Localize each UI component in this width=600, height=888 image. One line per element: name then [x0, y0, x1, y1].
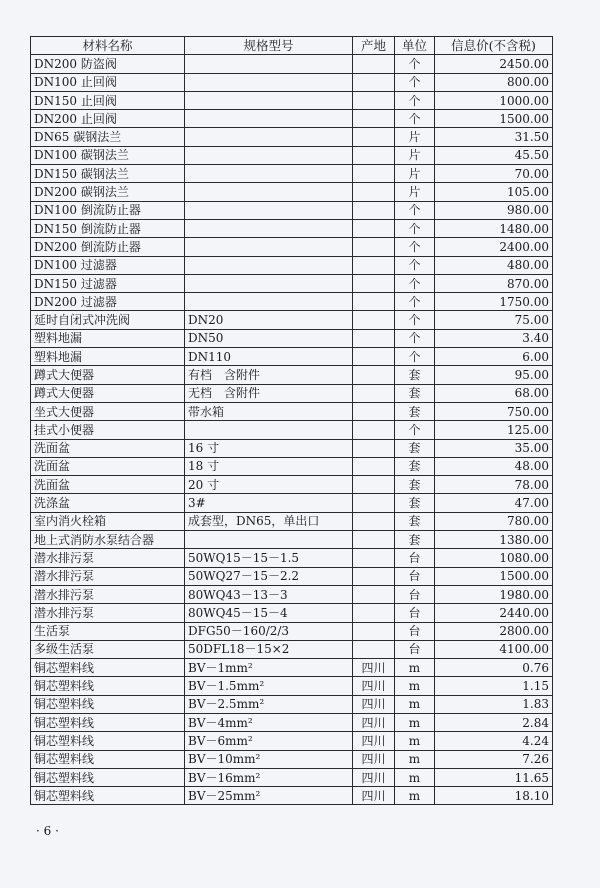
- cell-unit: m: [395, 787, 435, 805]
- cell-origin: [353, 219, 395, 237]
- cell-name: 潜水排污泵: [31, 549, 185, 567]
- cell-name: DN150 止回阀: [31, 91, 185, 109]
- cell-name: 洗面盆: [31, 457, 185, 475]
- cell-spec: 20 寸: [185, 476, 353, 494]
- cell-origin: 四川: [353, 732, 395, 750]
- table-row: [31, 549, 553, 567]
- cell-price: 4100.00: [435, 640, 553, 658]
- cell-spec: DN20: [185, 311, 353, 329]
- cell-spec: BV－10mm²: [185, 750, 353, 768]
- cell-unit: m: [395, 732, 435, 750]
- header-material-name: 材料名称: [31, 37, 185, 55]
- cell-price: 780.00: [435, 512, 553, 530]
- cell-price: 870.00: [435, 274, 553, 292]
- cell-spec: [185, 531, 353, 549]
- table-row: [31, 512, 553, 530]
- cell-origin: [353, 73, 395, 91]
- cell-price: 45.50: [435, 146, 553, 164]
- cell-spec: 有档 含附件: [185, 366, 353, 384]
- cell-spec: 带水箱: [185, 402, 353, 420]
- price-table: [30, 36, 553, 805]
- table-row: [31, 732, 553, 750]
- cell-name: DN200 倒流防止器: [31, 238, 185, 256]
- cell-origin: [353, 183, 395, 201]
- cell-spec: BV－1mm²: [185, 659, 353, 677]
- table-row: [31, 659, 553, 677]
- table-row: [31, 55, 553, 73]
- cell-unit: 台: [395, 604, 435, 622]
- cell-unit: 片: [395, 146, 435, 164]
- table-row: [31, 329, 553, 347]
- cell-price: 750.00: [435, 402, 553, 420]
- table-row: [31, 274, 553, 292]
- cell-unit: 个: [395, 91, 435, 109]
- cell-origin: [353, 329, 395, 347]
- cell-name: 塑料地漏: [31, 329, 185, 347]
- header-info-price: 信息价(不含税): [435, 37, 553, 55]
- cell-name: 室内消火栓箱: [31, 512, 185, 530]
- cell-unit: 台: [395, 567, 435, 585]
- cell-name: 铜芯塑料线: [31, 732, 185, 750]
- cell-name: 蹲式大便器: [31, 384, 185, 402]
- cell-origin: [353, 604, 395, 622]
- cell-origin: [353, 274, 395, 292]
- cell-price: 70.00: [435, 165, 553, 183]
- cell-origin: [353, 311, 395, 329]
- cell-unit: 套: [395, 494, 435, 512]
- cell-name: DN200 止回阀: [31, 110, 185, 128]
- cell-price: 1.15: [435, 677, 553, 695]
- cell-unit: 个: [395, 274, 435, 292]
- cell-name: 地上式消防水泵结合器: [31, 531, 185, 549]
- cell-unit: 个: [395, 55, 435, 73]
- cell-unit: 片: [395, 128, 435, 146]
- cell-spec: [185, 91, 353, 109]
- table-row: [31, 439, 553, 457]
- table-row: [31, 183, 553, 201]
- cell-unit: 个: [395, 219, 435, 237]
- cell-spec: DN50: [185, 329, 353, 347]
- cell-origin: [353, 165, 395, 183]
- cell-name: 铜芯塑料线: [31, 768, 185, 786]
- cell-spec: 无档 含附件: [185, 384, 353, 402]
- cell-origin: [353, 55, 395, 73]
- cell-spec: BV－16mm²: [185, 768, 353, 786]
- header-origin: 产地: [353, 37, 395, 55]
- cell-name: 多级生活泵: [31, 640, 185, 658]
- cell-spec: [185, 110, 353, 128]
- cell-price: 48.00: [435, 457, 553, 475]
- cell-origin: [353, 512, 395, 530]
- cell-price: 95.00: [435, 366, 553, 384]
- cell-price: 3.40: [435, 329, 553, 347]
- cell-unit: 套: [395, 366, 435, 384]
- cell-price: 47.00: [435, 494, 553, 512]
- table-row: [31, 201, 553, 219]
- table-row: [31, 585, 553, 603]
- cell-origin: [353, 421, 395, 439]
- cell-price: 2.84: [435, 713, 553, 731]
- cell-unit: 套: [395, 384, 435, 402]
- cell-price: 35.00: [435, 439, 553, 457]
- cell-origin: [353, 91, 395, 109]
- cell-origin: [353, 567, 395, 585]
- cell-origin: [353, 238, 395, 256]
- cell-name: 生活泵: [31, 622, 185, 640]
- cell-origin: 四川: [353, 695, 395, 713]
- table-row: [31, 165, 553, 183]
- cell-price: 2400.00: [435, 238, 553, 256]
- cell-spec: [185, 256, 353, 274]
- cell-origin: [353, 622, 395, 640]
- cell-unit: 个: [395, 348, 435, 366]
- cell-origin: [353, 439, 395, 457]
- page-number: · 6 ·: [36, 824, 59, 838]
- cell-name: 坐式大便器: [31, 402, 185, 420]
- cell-spec: BV－6mm²: [185, 732, 353, 750]
- cell-origin: [353, 146, 395, 164]
- cell-origin: [353, 348, 395, 366]
- table-row: [31, 622, 553, 640]
- cell-unit: 个: [395, 421, 435, 439]
- cell-unit: 个: [395, 73, 435, 91]
- cell-spec: 80WQ43－13－3: [185, 585, 353, 603]
- cell-name: 铜芯塑料线: [31, 787, 185, 805]
- cell-price: 11.65: [435, 768, 553, 786]
- cell-unit: 台: [395, 549, 435, 567]
- header-unit: 单位: [395, 37, 435, 55]
- cell-name: 铜芯塑料线: [31, 659, 185, 677]
- cell-name: DN150 过滤器: [31, 274, 185, 292]
- table-row: [31, 311, 553, 329]
- cell-price: 1500.00: [435, 567, 553, 585]
- cell-origin: 四川: [353, 677, 395, 695]
- cell-origin: [353, 201, 395, 219]
- cell-origin: [353, 585, 395, 603]
- cell-spec: [185, 201, 353, 219]
- cell-price: 1000.00: [435, 91, 553, 109]
- cell-name: DN100 止回阀: [31, 73, 185, 91]
- table-row: [31, 91, 553, 109]
- cell-spec: [185, 73, 353, 91]
- cell-origin: [353, 128, 395, 146]
- cell-unit: 个: [395, 293, 435, 311]
- cell-unit: 台: [395, 585, 435, 603]
- cell-name: 铜芯塑料线: [31, 750, 185, 768]
- cell-origin: [353, 549, 395, 567]
- cell-origin: [353, 384, 395, 402]
- cell-origin: [353, 494, 395, 512]
- table-row: [31, 476, 553, 494]
- table-row: [31, 494, 553, 512]
- cell-origin: 四川: [353, 787, 395, 805]
- cell-unit: m: [395, 750, 435, 768]
- cell-price: 18.10: [435, 787, 553, 805]
- cell-spec: BV－1.5mm²: [185, 677, 353, 695]
- table-row: [31, 768, 553, 786]
- cell-name: 塑料地漏: [31, 348, 185, 366]
- table-row: [31, 604, 553, 622]
- cell-unit: 套: [395, 457, 435, 475]
- cell-spec: [185, 293, 353, 311]
- table-row: [31, 73, 553, 91]
- cell-price: 800.00: [435, 73, 553, 91]
- cell-spec: DFG50－160/2/3: [185, 622, 353, 640]
- table-row: [31, 750, 553, 768]
- table-row: [31, 567, 553, 585]
- cell-price: 0.76: [435, 659, 553, 677]
- table-body: [31, 55, 553, 805]
- table-row: [31, 713, 553, 731]
- cell-name: DN150 碳钢法兰: [31, 165, 185, 183]
- cell-spec: [185, 421, 353, 439]
- table-row: [31, 457, 553, 475]
- cell-unit: 片: [395, 183, 435, 201]
- cell-unit: m: [395, 768, 435, 786]
- cell-spec: 3#: [185, 494, 353, 512]
- table-row: [31, 695, 553, 713]
- cell-unit: m: [395, 695, 435, 713]
- cell-unit: m: [395, 659, 435, 677]
- cell-spec: [185, 274, 353, 292]
- cell-name: 潜水排污泵: [31, 567, 185, 585]
- table-row: [31, 348, 553, 366]
- cell-price: 1480.00: [435, 219, 553, 237]
- cell-price: 2450.00: [435, 55, 553, 73]
- cell-spec: 50WQ15－15－1.5: [185, 549, 353, 567]
- cell-spec: [185, 238, 353, 256]
- cell-origin: 四川: [353, 750, 395, 768]
- cell-price: 2800.00: [435, 622, 553, 640]
- cell-unit: 个: [395, 256, 435, 274]
- cell-name: DN200 过滤器: [31, 293, 185, 311]
- cell-price: 1.83: [435, 695, 553, 713]
- cell-price: 125.00: [435, 421, 553, 439]
- header-row: [31, 37, 553, 55]
- cell-price: 31.50: [435, 128, 553, 146]
- cell-price: 68.00: [435, 384, 553, 402]
- cell-name: 铜芯塑料线: [31, 677, 185, 695]
- cell-spec: 50DFL18－15×2: [185, 640, 353, 658]
- cell-origin: [353, 256, 395, 274]
- cell-spec: 成套型，DN65，单出口: [185, 512, 353, 530]
- cell-unit: 台: [395, 622, 435, 640]
- table-row: [31, 677, 553, 695]
- cell-origin: [353, 402, 395, 420]
- cell-name: 洗面盆: [31, 476, 185, 494]
- cell-origin: [353, 366, 395, 384]
- cell-origin: [353, 293, 395, 311]
- cell-name: DN100 碳钢法兰: [31, 146, 185, 164]
- cell-name: DN200 防盗阀: [31, 55, 185, 73]
- cell-unit: 个: [395, 329, 435, 347]
- table-header: [31, 37, 553, 55]
- cell-name: 洗涤盆: [31, 494, 185, 512]
- cell-origin: [353, 531, 395, 549]
- cell-origin: [353, 110, 395, 128]
- cell-spec: 18 寸: [185, 457, 353, 475]
- cell-origin: 四川: [353, 768, 395, 786]
- table-row: [31, 787, 553, 805]
- header-spec-model: 规格型号: [185, 37, 353, 55]
- cell-unit: m: [395, 713, 435, 731]
- cell-origin: [353, 457, 395, 475]
- cell-price: 1980.00: [435, 585, 553, 603]
- cell-name: DN65 碳钢法兰: [31, 128, 185, 146]
- table-row: [31, 256, 553, 274]
- cell-origin: 四川: [353, 713, 395, 731]
- cell-name: DN200 碳钢法兰: [31, 183, 185, 201]
- cell-unit: 个: [395, 110, 435, 128]
- cell-price: 1380.00: [435, 531, 553, 549]
- cell-spec: [185, 128, 353, 146]
- cell-spec: [185, 219, 353, 237]
- cell-name: 潜水排污泵: [31, 585, 185, 603]
- cell-spec: 16 寸: [185, 439, 353, 457]
- cell-unit: 套: [395, 512, 435, 530]
- cell-spec: DN110: [185, 348, 353, 366]
- cell-price: 75.00: [435, 311, 553, 329]
- table-row: [31, 421, 553, 439]
- cell-unit: 套: [395, 476, 435, 494]
- cell-price: 480.00: [435, 256, 553, 274]
- table-row: [31, 402, 553, 420]
- cell-price: 1080.00: [435, 549, 553, 567]
- table-row: [31, 146, 553, 164]
- cell-name: 潜水排污泵: [31, 604, 185, 622]
- cell-name: 铜芯塑料线: [31, 713, 185, 731]
- cell-unit: 个: [395, 201, 435, 219]
- cell-unit: 片: [395, 165, 435, 183]
- cell-spec: [185, 146, 353, 164]
- cell-spec: BV－25mm²: [185, 787, 353, 805]
- cell-price: 78.00: [435, 476, 553, 494]
- cell-spec: BV－4mm²: [185, 713, 353, 731]
- table-row: [31, 640, 553, 658]
- cell-origin: 四川: [353, 659, 395, 677]
- cell-origin: [353, 476, 395, 494]
- cell-name: 铜芯塑料线: [31, 695, 185, 713]
- cell-name: DN100 倒流防止器: [31, 201, 185, 219]
- cell-origin: [353, 640, 395, 658]
- cell-unit: 套: [395, 531, 435, 549]
- cell-unit: 套: [395, 439, 435, 457]
- cell-name: 延时自闭式冲洗阀: [31, 311, 185, 329]
- cell-unit: 个: [395, 311, 435, 329]
- table-row: [31, 366, 553, 384]
- cell-unit: 套: [395, 402, 435, 420]
- table-row: [31, 238, 553, 256]
- cell-price: 7.26: [435, 750, 553, 768]
- cell-spec: [185, 165, 353, 183]
- cell-name: 挂式小便器: [31, 421, 185, 439]
- table-row: [31, 531, 553, 549]
- cell-spec: 80WQ45－15－4: [185, 604, 353, 622]
- table-row: [31, 293, 553, 311]
- cell-unit: 台: [395, 640, 435, 658]
- cell-name: 洗面盆: [31, 439, 185, 457]
- cell-spec: BV－2.5mm²: [185, 695, 353, 713]
- table-row: [31, 110, 553, 128]
- cell-price: 1750.00: [435, 293, 553, 311]
- cell-spec: 50WQ27－15－2.2: [185, 567, 353, 585]
- cell-name: 蹲式大便器: [31, 366, 185, 384]
- cell-spec: [185, 183, 353, 201]
- cell-name: DN150 倒流防止器: [31, 219, 185, 237]
- table-row: [31, 219, 553, 237]
- cell-price: 2440.00: [435, 604, 553, 622]
- table-row: [31, 384, 553, 402]
- cell-spec: [185, 55, 353, 73]
- cell-price: 6.00: [435, 348, 553, 366]
- cell-price: 980.00: [435, 201, 553, 219]
- cell-price: 4.24: [435, 732, 553, 750]
- cell-unit: m: [395, 677, 435, 695]
- cell-unit: 个: [395, 238, 435, 256]
- table-row: [31, 128, 553, 146]
- cell-name: DN100 过滤器: [31, 256, 185, 274]
- cell-price: 105.00: [435, 183, 553, 201]
- cell-price: 1500.00: [435, 110, 553, 128]
